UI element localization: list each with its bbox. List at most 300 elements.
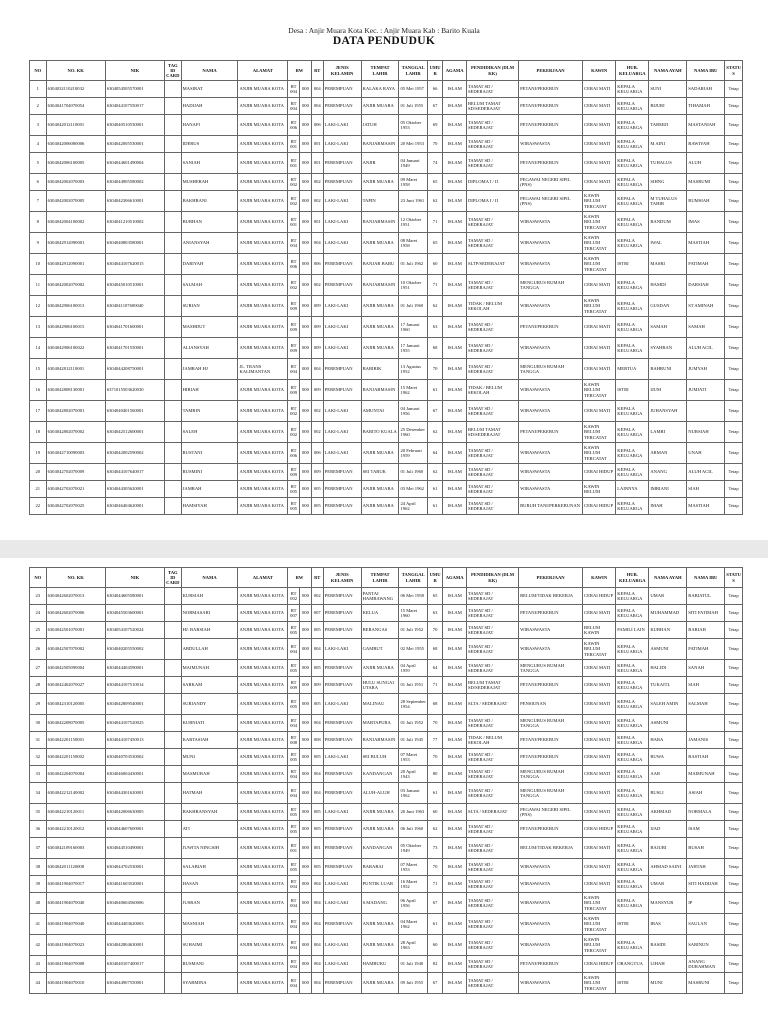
cell-rt: 004 [311,81,323,98]
cell-tgl: 12 Oktober 1951 [399,212,427,233]
table-row [30,498,743,515]
cell-nik: 6304042006630005 [105,804,164,821]
column-header: NO [30,61,47,81]
cell-tgl: 24 April 1962 [399,498,427,515]
cell-kawin: CERAI MATI [583,876,616,893]
cell-pekerjaan: MENGURUS RUMAH TANGGA [519,275,583,296]
cell-rw-label: RT 002 [288,401,300,422]
cell-alamat: ANJIR MUARA KOTA [238,115,288,136]
cell-tempat: BANJARMASIN [361,380,399,401]
cell-rw: 000 [300,821,312,838]
cell-tgl: 20 Mei 1953 [399,136,427,153]
cell-tgl: 01 Juli 1960 [399,464,427,481]
column-header: KAWIN [583,61,616,81]
cell-no: 27 [30,660,47,677]
cell-pendidikan: DIPLOMA I / II [466,174,518,191]
cell-ibu: SAMAH [687,317,725,338]
cell-nama: SARKAM [181,677,238,694]
cell-pendidikan: TAMAT SD / SEDERAJAT [466,783,518,804]
cell-pekerjaan: WIRASWASTA [519,296,583,317]
cell-kawin: KAWIN BELUM TERCATAT [583,191,616,212]
cell-agama: ISLAM [443,98,467,115]
cell-rt: 002 [311,275,323,296]
cell-tempat: MARTAPURA [361,715,399,732]
cell-agama: ISLAM [443,766,467,783]
cell-jk: PEREMPUAN [323,498,361,515]
cell-tag [165,821,182,838]
cell-agama: ISLAM [443,821,467,838]
cell-agama: ISLAM [443,115,467,136]
cell-status: Tetap [725,859,743,876]
cell-tag [165,766,182,783]
cell-tag [165,191,182,212]
cell-pendidikan: TAMAT SD / SEDERAJAT [466,401,518,422]
cell-tgl: 01 Juli 1945 [399,732,427,749]
cell-ayah: ANANG [649,464,687,481]
cell-nama: MASHDUT [181,317,238,338]
cell-alamat: ANJIR MUARA KOTA [238,956,288,973]
cell-ayah: AKHMAD [649,804,687,821]
cell-rt: 002 [311,588,323,605]
column-header: NO [30,568,47,588]
cell-hub: ISTRI [616,254,649,275]
cell-tag [165,380,182,401]
cell-tag [165,98,182,115]
cell-nik: 6304044601490004 [105,153,164,174]
cell-tag [165,81,182,98]
cell-no: 41 [30,914,47,935]
cell-umur: 82 [427,956,442,973]
cell-no: 39 [30,876,47,893]
cell-nama: ABDULLAH [181,639,238,660]
cell-nik: 6304042005530001 [105,136,164,153]
cell-ibu: JAHTAH [687,859,725,876]
cell-rt: 002 [311,401,323,422]
cell-kawin: CERAI MATI [583,677,616,694]
cell-agama: ISLAM [443,401,467,422]
cell-tempat: BARITO KUALA [361,422,399,443]
cell-tgl: 09 Maret 1958 [399,174,427,191]
cell-pekerjaan: WIRASWASTA [519,973,583,994]
cell-agama: ISLAM [443,296,467,317]
cell-hub: KEPALA KELUARGA [616,338,649,359]
cell-alamat: ANJIR MUARA KOTA [238,191,288,212]
cell-hub: KEPALA KELUARGA [616,876,649,893]
cell-ayah: IMRIANI [649,481,687,498]
cell-status: Tetap [725,838,743,859]
population-table-page-1 [29,60,743,515]
cell-no: 2 [30,98,47,115]
cell-kawin: KAWIN BELUM TERCATAT [583,296,616,317]
column-header: TANGGAL LAHIR [399,61,427,81]
cell-tempat: BERANGAS [361,622,399,639]
cell-jk: PEREMPUAN [323,660,361,677]
cell-ibu: JUMIATI [687,380,725,401]
table-row [30,766,743,783]
cell-pekerjaan: WIRASWASTA [519,212,583,233]
cell-status: Tetap [725,174,743,191]
cell-no: 22 [30,498,47,515]
cell-nama: ALIANSYAH [181,338,238,359]
cell-no: 13 [30,317,47,338]
cell-nama: KURNIATI [181,715,238,732]
page-separator [0,540,768,558]
cell-kk: 6304042802070002 [46,422,105,443]
cell-tempat: BARABAI [361,859,399,876]
cell-tgl: 04 Januari 1949 [399,153,427,174]
cell-status: Tetap [725,233,743,254]
cell-nama: JUSRAN [181,893,238,914]
cell-kawin: CERAI MATI [583,859,616,876]
cell-ibu: RABIATUL [687,588,725,605]
cell-jk: LAKI-LAKI [323,212,361,233]
cell-kawin: CERAI MATI [583,174,616,191]
cell-rw-label: RT 004 [288,715,300,732]
cell-tempat: SEI TABUK [361,464,399,481]
cell-alamat: ANJIR MUARA KOTA [238,715,288,732]
cell-pekerjaan: PEGAWAI NEGERI SIPIL (PNS) [519,804,583,821]
cell-nama: MAIMUNAH [181,660,238,677]
cell-agama: ISLAM [443,443,467,464]
cell-alamat: ANJIR MUARA KOTA [238,498,288,515]
cell-no: 19 [30,443,47,464]
cell-alamat: ANJIR MUARA KOTA [238,732,288,749]
cell-kk: 6304042906100022 [46,338,105,359]
cell-ibu: FATIMAH [687,254,725,275]
cell-rw-label: RT 005 [288,481,300,498]
table-row [30,876,743,893]
cell-alamat: ANJIR MUARA KOTA [238,481,288,498]
cell-no: 32 [30,749,47,766]
cell-nama: SURIANDY [181,694,238,715]
cell-ayah: BANDUM [649,212,687,233]
cell-hub: FAMILI LAIN [616,622,649,639]
cell-tgl: 10 Oktober 1951 [399,275,427,296]
cell-pekerjaan: WIRASWASTA [519,639,583,660]
cell-rt: 004 [311,639,323,660]
cell-pekerjaan: BELUM/TIDAK BEKERJA [519,838,583,859]
cell-nik: 6304044404590001 [105,660,164,677]
cell-rw: 000 [300,317,312,338]
cell-kk: 6304042212140002 [46,783,105,804]
cell-tgl: 01 Juli 1960 [399,296,427,317]
cell-agama: ISLAM [443,359,467,380]
cell-nama: MASMURAH [181,766,238,783]
cell-agama: ISLAM [443,677,467,694]
cell-nama: ATI [181,821,238,838]
table-row [30,956,743,973]
cell-status: Tetap [725,254,743,275]
cell-ayah: M TUHALUS TAHIR [649,191,687,212]
cell-tag [165,359,182,380]
cell-kawin: CERAI MATI [583,338,616,359]
cell-agama: ISLAM [443,422,467,443]
cell-pendidikan: TAMAT SD / SEDERAJAT [466,115,518,136]
cell-tag [165,443,182,464]
cell-tag [165,935,182,956]
cell-agama: ISLAM [443,317,467,338]
cell-status: Tetap [725,588,743,605]
cell-umur: 67 [427,893,442,914]
cell-agama: ISLAM [443,804,467,821]
cell-nik: 6304040703530002 [105,749,164,766]
cell-nama: SUHAIMI [181,935,238,956]
cell-tag [165,622,182,639]
cell-kawin: CERAI MATI [583,732,616,749]
cell-hub: KEPALA KELUARGA [616,443,649,464]
cell-ibu [687,715,725,732]
cell-umur: 61 [427,783,442,804]
cell-ayah: GUSDAN [649,296,687,317]
cell-nik: 6304040205550002 [105,639,164,660]
cell-pendidikan: BELUM TAMAT SD/SEDERAJAT [466,422,518,443]
cell-ayah: ASMUNI [649,639,687,660]
cell-pendidikan: TAMAT SD / SEDERAJAT [466,973,518,994]
cell-ayah: SUNI [649,81,687,98]
cell-alamat: ANJIR MUARA KOTA [238,464,288,481]
cell-hub: KEPALA KELUARGA [616,317,649,338]
cell-jk: LAKI-LAKI [323,422,361,443]
cell-tag [165,677,182,694]
cell-nik: 6304040510530001 [105,115,164,136]
cell-alamat: ANJIR MUARA KOTA [238,694,288,715]
cell-ibu: SANAH [687,660,725,677]
cell-nama: SALABIAH [181,859,238,876]
cell-rw: 000 [300,81,312,98]
cell-kk: 6304032110210032 [46,81,105,98]
cell-rw-label: RT 002 [288,275,300,296]
cell-status: Tetap [725,749,743,766]
cell-hub: KEPALA KELUARGA [616,115,649,136]
cell-rw-label: RT 009 [288,380,300,401]
cell-status: Tetap [725,464,743,481]
cell-kawin: KAWIN BELUM TERCATAT [583,935,616,956]
cell-nik: 6304044107550017 [105,98,164,115]
cell-nik: 6304044607600001 [105,821,164,838]
cell-rw-label: RT 007 [288,605,300,622]
cell-nama: DARIYAH [181,254,238,275]
cell-alamat: ANJIR MUARA KOTA [238,136,288,153]
cell-tag [165,153,182,174]
cell-no: 26 [30,639,47,660]
cell-jk: LAKI-LAKI [323,443,361,464]
cell-pendidikan: BELUM TAMAT SD/SEDERAJAT [466,98,518,115]
cell-alamat: ANJIR MUARA KOTA [238,338,288,359]
cell-nama: KURSIAH [181,588,238,605]
cell-jk: LAKI-LAKI [323,296,361,317]
cell-nama: SYARMINA [181,973,238,994]
cell-no: 14 [30,338,47,359]
cell-hub: KEPALA KELUARGA [616,498,649,515]
cell-nik: 6304044107510014 [105,677,164,694]
cell-pekerjaan: PETANI/PEKEBUN [519,98,583,115]
cell-pendidikan: TAMAT SD / SEDERAJAT [466,136,518,153]
cell-jk: LAKI-LAKI [323,956,361,973]
column-header: JENIS KELAMIN [323,61,361,81]
cell-kawin: CERAI MATI [583,783,616,804]
column-header: UMUR [427,61,442,81]
cell-nik: 6304044905580002 [105,174,164,191]
cell-rt: 004 [311,935,323,956]
cell-nama: IDERUS [181,136,238,153]
cell-kk: 6304042912090001 [46,254,105,275]
cell-rw-label: RT 005 [288,749,300,766]
cell-pendidikan: SLTA / SEDERAJAT [466,804,518,821]
cell-agama: ISLAM [443,81,467,98]
cell-ayah: AHMAD SAINI [649,859,687,876]
column-header: TAG ID CARD [165,61,182,81]
cell-rw-label: RT 009 [288,296,300,317]
location-subtitle: Desa : Anjir Muara Kota Kec. : Anjir Muara Kab : Barito Kuala [288,26,480,35]
cell-agama: ISLAM [443,893,467,914]
cell-nik: 6304041107600040 [105,296,164,317]
cell-rw: 000 [300,859,312,876]
cell-no: 17 [30,401,47,422]
cell-nama: HASAN [181,876,238,893]
cell-jk: LAKI-LAKI [323,338,361,359]
cell-pendidikan: BELUM TAMAT SD/SEDERAJAT [466,677,518,694]
cell-umur: 65 [427,588,442,605]
cell-jk: LAKI-LAKI [323,136,361,153]
cell-alamat: ANJIR MUARA KOTA [238,443,288,464]
cell-ibu: SADARIAH [687,81,725,98]
table-row [30,254,743,275]
document-title: DATA PENDUDUK [332,35,436,47]
cell-pekerjaan: BURUH TANI/PERKEBUNAN [519,498,583,515]
cell-pekerjaan: WIRASWASTA [519,136,583,153]
cell-jk: PEREMPUAN [323,605,361,622]
column-header: NAMA [181,568,238,588]
cell-pekerjaan: WIRASWASTA [519,254,583,275]
cell-tempat: BANJAR BARU [361,254,399,275]
cell-hub: ISTRI [616,380,649,401]
cell-pendidikan: TAMAT SD / SEDERAJAT [466,443,518,464]
cell-tgl: 17 Januari 1955 [399,338,427,359]
cell-pekerjaan: PENSIUNAN [519,694,583,715]
cell-rt: 004 [311,914,323,935]
cell-tag [165,804,182,821]
table-row [30,677,743,694]
column-header: RW [288,61,312,81]
cell-ibu: ALUH [687,153,725,174]
cell-jk: LAKI-LAKI [323,876,361,893]
cell-no: 3 [30,115,47,136]
cell-tgl: 03 Mei 1962 [399,481,427,498]
table-row [30,732,743,749]
cell-tag [165,973,182,994]
cell-kawin: KAWIN BELUM TERCATAT [583,443,616,464]
cell-rt: 004 [311,893,323,914]
cell-ibu: ALUH ACIL [687,338,725,359]
cell-ayah: HARA [649,732,687,749]
cell-rw: 000 [300,973,312,994]
cell-rw-label: RT 001 [288,838,300,859]
cell-jk: LAKI-LAKI [323,233,361,254]
cell-jk: LAKI-LAKI [323,191,361,212]
cell-rt: 004 [311,766,323,783]
cell-nama: KARTASIAH [181,732,238,749]
cell-kawin: KAWIN BELUM TERCATAT [583,893,616,914]
cell-no: 10 [30,254,47,275]
cell-hub: MERTUA [616,359,649,380]
cell-rw-label: RT 004 [288,359,300,380]
cell-kawin: BELUM KAWIN [583,622,616,639]
cell-hub: ISTRI [616,973,649,994]
cell-nik: 6304040401560001 [105,401,164,422]
column-header: TEMPAT LAHIR [361,568,399,588]
cell-ibu: BUSAH [687,838,725,859]
cell-pendidikan: DIPLOMA I / II [466,191,518,212]
cell-ibu: SIAH [687,677,725,694]
cell-jk: PEREMPUAN [323,677,361,694]
cell-tag [165,694,182,715]
cell-status: Tetap [725,876,743,893]
cell-jk: LAKI-LAKI [323,115,361,136]
cell-status: Tetap [725,317,743,338]
cell-hub: KEPALA KELUARGA [616,296,649,317]
cell-kawin: CERAI HIDUP [583,588,616,605]
cell-ayah: UMAR [649,588,687,605]
cell-tempat: ANJIR MUARA [361,481,399,498]
cell-status: Tetap [725,422,743,443]
cell-tempat: ANJIR MUARA [361,660,399,677]
cell-tgl: 06 April 1956 [399,893,427,914]
cell-pekerjaan: WIRASWASTA [519,401,583,422]
cell-nik: 6304045503600001 [105,605,164,622]
cell-pekerjaan: MENGURUS RUMAH TANGGA [519,715,583,732]
cell-umur: 65 [427,233,442,254]
cell-no: 8 [30,212,47,233]
cell-nik: 6304041603520001 [105,876,164,893]
cell-tgl: 20 Februari 1959 [399,443,427,464]
cell-tempat: ALUH-ALUH [361,783,399,804]
cell-rw: 000 [300,422,312,443]
cell-rt: 005 [311,749,323,766]
cell-jk: PEREMPUAN [323,821,361,838]
cell-umur: 62 [427,422,442,443]
cell-rt: 005 [311,498,323,515]
cell-ayah: JUHANSYAH [649,401,687,422]
cell-nama: BURHAN [181,212,238,233]
cell-rw-label: RT 002 [288,174,300,191]
cell-agama: ISLAM [443,254,467,275]
table-row [30,893,743,914]
cell-no: 37 [30,838,47,859]
cell-kk: 6304042201150001 [46,732,105,749]
column-header: KAWIN [583,568,616,588]
cell-hub: KEPALA KELUARGA [616,935,649,956]
cell-nik: 6304054505570001 [105,81,164,98]
cell-rt: 004 [311,715,323,732]
cell-ayah: IMAH [649,498,687,515]
cell-alamat: ANJIR MUARA KOTA [238,876,288,893]
cell-ibu: JAMANIS [687,732,725,749]
cell-nik: 6304044107450013 [105,732,164,749]
cell-alamat: ANJIR MUARA KOTA [238,804,288,821]
cell-ibu: MASTIAH [687,498,725,515]
cell-rw: 000 [300,136,312,153]
cell-rw: 000 [300,380,312,401]
cell-kk: 6304042002070002 [46,275,105,296]
cell-tgl: 20 April 1943 [399,766,427,783]
cell-nik: 6304041701600001 [105,317,164,338]
cell-rw: 000 [300,338,312,359]
cell-tgl: 06 Mei 1958 [399,588,427,605]
table-row [30,115,743,136]
cell-status: Tetap [725,296,743,317]
column-header: TEMPAT LAHIR [361,61,399,81]
cell-umur: 64 [427,443,442,464]
